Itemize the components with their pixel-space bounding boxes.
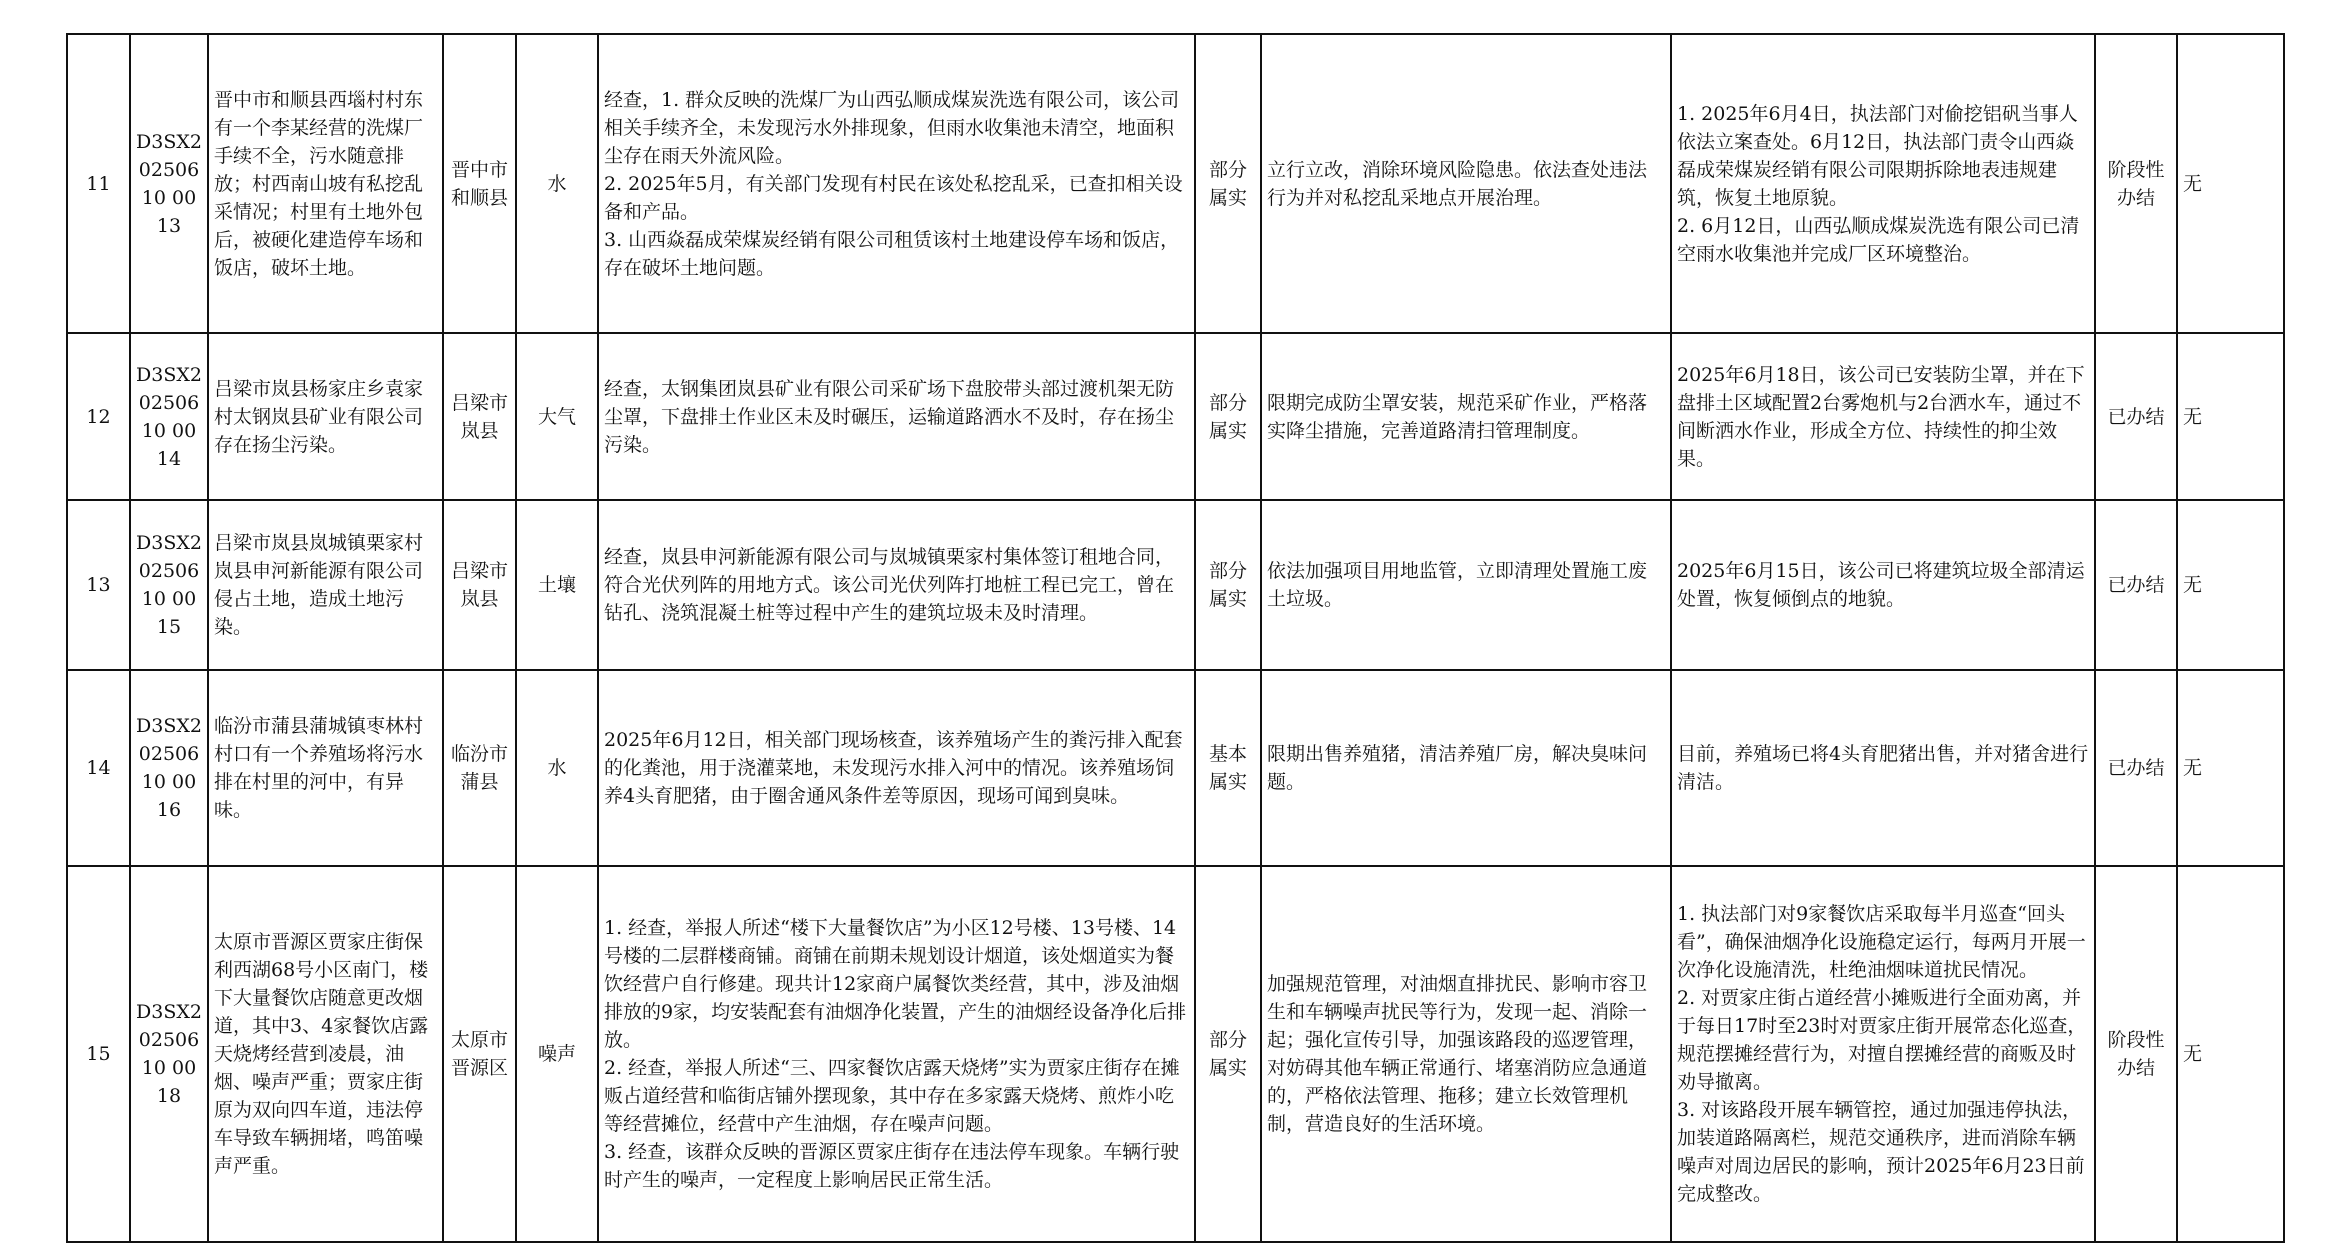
progress-paragraph: 1. 2025年6月4日，执法部门对偷挖铝矾当事人依法立案查处。6月12日，执法部门责令山西焱磊成荣煤炭经销有限公司限期拆除地表违规建筑，恢复土地原貌。 bbox=[1677, 102, 2078, 209]
complaint-text: 吕梁市岚县杨家庄乡袁家村太钢岚县矿业有限公司存在扬尘污染。 bbox=[208, 333, 443, 500]
progress-paragraph: 2. 6月12日，山西弘顺成煤炭洗选有限公司已清空雨水收集池并完成厂区环境整治。 bbox=[1677, 214, 2080, 265]
progress-paragraph: 2025年6月15日，该公司已将建筑垃圾全部清运处置，恢复倾倒点的地貌。 bbox=[1677, 560, 2085, 610]
row-number: 12 bbox=[67, 333, 130, 500]
verdict: 部分属实 bbox=[1195, 34, 1261, 333]
case-code: D3SX20250610 0018 bbox=[130, 866, 208, 1242]
verdict: 基本属实 bbox=[1195, 670, 1261, 866]
case-code: D3SX20250610 0013 bbox=[130, 34, 208, 333]
status: 已办结 bbox=[2095, 333, 2177, 500]
requirement-text: 依法加强项目用地监管，立即清理处置施工废土垃圾。 bbox=[1261, 500, 1671, 670]
progress-text bbox=[1671, 500, 2095, 670]
table-body bbox=[67, 34, 2284, 1242]
progress-paragraph: 2. 对贾家庄街占道经营小摊贩进行全面劝离，并于每日17时至23时对贾家庄街开展常态化巡查，规范摆摊经营行为，对擅自摆摊经营的商贩及时劝导撤离。 bbox=[1677, 987, 2087, 1093]
accountability: 无 bbox=[2177, 670, 2284, 866]
finding-paragraph: 2. 2025年5月，有关部门发现有村民在该处私挖乱采，已查扣相关设备和产品。 bbox=[604, 172, 1183, 223]
progress-text bbox=[1671, 333, 2095, 500]
finding-paragraph: 2. 经查，举报人所述“三、四家餐饮店露天烧烤”实为贾家庄街存在摊贩占道经营和临街店铺外摆现象，其中存在多家露天烧烤、煎炸小吃等经营摊位，经营中产生油烟，存在噪声问题。 bbox=[604, 1057, 1180, 1135]
table-row bbox=[67, 866, 2284, 1242]
verdict: 部分属实 bbox=[1195, 333, 1261, 500]
status: 已办结 bbox=[2095, 670, 2177, 866]
requirement-text: 加强规范管理，对油烟直排扰民、影响市容卫生和车辆噪声扰民等行为，发现一起、消除一起；强化宣传引导，加强该路段的巡逻管理，对妨碍其他车辆正常通行、堵塞消防应急通道的，严格依法管理、拖移；建立长效管理机制，营造良好的生活环境。 bbox=[1261, 866, 1671, 1242]
accountability: 无 bbox=[2177, 333, 2284, 500]
status: 已办结 bbox=[2095, 500, 2177, 670]
progress-paragraph: 目前，养殖场已将4头育肥猪出售，并对猪舍进行清洁。 bbox=[1677, 743, 2089, 793]
region: 临汾市蒲县 bbox=[443, 670, 516, 866]
complaint-text: 临汾市蒲县蒲城镇枣林村村口有一个养殖场将污水排在村里的河中，有异味。 bbox=[208, 670, 443, 866]
table-row bbox=[67, 670, 2284, 866]
complaint-table bbox=[66, 33, 2285, 1243]
finding-text bbox=[598, 670, 1195, 866]
complaint-text: 吕梁市岚县岚城镇栗家村岚县申河新能源有限公司侵占土地，造成土地污染。 bbox=[208, 500, 443, 670]
progress-paragraph: 3. 对该路段开展车辆管控，通过加强违停执法，加装道路隔离栏，规范交通秩序，进而消除车辆噪声对周边居民的影响，预计2025年6月23日前完成整改。 bbox=[1677, 1099, 2085, 1205]
finding-paragraph: 3. 山西焱磊成荣煤炭经销有限公司租赁该村土地建设停车场和饭店，存在破坏土地问题。 bbox=[604, 228, 1180, 279]
finding-paragraph: 3. 经查，该群众反映的晋源区贾家庄街存在违法停车现象。车辆行驶时产生的噪声，一定程度上影响居民正常生活。 bbox=[604, 1141, 1180, 1191]
requirement-text: 限期完成防尘罩安装，规范采矿作业，严格落实降尘措施，完善道路清扫管理制度。 bbox=[1261, 333, 1671, 500]
pollution-type: 水 bbox=[516, 34, 598, 333]
complaint-text: 晋中市和顺县西堖村村东有一个李某经营的洗煤厂手续不全，污水随意排放；村西南山坡有私挖乱采情况；村里有土地外包后，被硬化建造停车场和饭店，破坏土地。 bbox=[208, 34, 443, 333]
finding-paragraph: 1. 经查，举报人所述“楼下大量餐饮店”为小区12号楼、13号楼、14号楼的二层群楼商铺。商铺在前期未规划设计烟道，该处烟道实为餐饮经营户自行修建。现共计12家商户属餐饮类经营，其中，涉及油烟排放的9家，均安装配套有油烟净化装置，产生的油烟经设备净化后排放。 bbox=[604, 917, 1187, 1051]
pollution-type: 土壤 bbox=[516, 500, 598, 670]
progress-text bbox=[1671, 34, 2095, 333]
finding-text bbox=[598, 34, 1195, 333]
complaint-text: 太原市晋源区贾家庄街保利西湖68号小区南门，楼下大量餐饮店随意更改烟道，其中3、4家餐饮店露天烧烤经营到凌晨，油烟、噪声严重；贾家庄街原为双向四车道，违法停车导致车辆拥堵，鸣笛噪声严重。 bbox=[208, 866, 443, 1242]
requirement-text: 限期出售养殖猪，清洁养殖厂房，解决臭味问题。 bbox=[1261, 670, 1671, 866]
row-number: 15 bbox=[67, 866, 130, 1242]
finding-text bbox=[598, 866, 1195, 1242]
region: 吕梁市岚县 bbox=[443, 333, 516, 500]
case-code: D3SX20250610 0015 bbox=[130, 500, 208, 670]
status: 阶段性办结 bbox=[2095, 866, 2177, 1242]
case-code: D3SX20250610 0016 bbox=[130, 670, 208, 866]
row-number: 11 bbox=[67, 34, 130, 333]
region: 太原市晋源区 bbox=[443, 866, 516, 1242]
finding-paragraph: 2025年6月12日，相关部门现场核查，该养殖场产生的粪污排入配套的化粪池，用于浇灌菜地，未发现污水排入河中的情况。该养殖场饲养4头育肥猪，由于圈舍通风条件差等原因，现场可闻到臭味。 bbox=[604, 729, 1183, 807]
table-row bbox=[67, 34, 2284, 333]
verdict: 部分属实 bbox=[1195, 866, 1261, 1242]
table-row bbox=[67, 500, 2284, 670]
finding-paragraph: 经查，1. 群众反映的洗煤厂为山西弘顺成煤炭洗选有限公司，该公司相关手续齐全，未发现污水外排现象，但雨水收集池未清空，地面积尘存在雨天外流风险。 bbox=[604, 88, 1180, 167]
pollution-type: 大气 bbox=[516, 333, 598, 500]
progress-paragraph: 1. 执法部门对9家餐饮店采取每半月巡查“回头看”，确保油烟净化设施稳定运行，每两月开展一次净化设施清洗，杜绝油烟味道扰民情况。 bbox=[1677, 903, 2086, 981]
accountability: 无 bbox=[2177, 500, 2284, 670]
region: 晋中市和顺县 bbox=[443, 34, 516, 333]
finding-text bbox=[598, 333, 1195, 500]
row-number: 13 bbox=[67, 500, 130, 670]
accountability: 无 bbox=[2177, 866, 2284, 1242]
status: 阶段性办结 bbox=[2095, 34, 2177, 333]
requirement-text: 立行立改，消除环境风险隐患。依法查处违法行为并对私挖乱采地点开展治理。 bbox=[1261, 34, 1671, 333]
verdict: 部分属实 bbox=[1195, 500, 1261, 670]
progress-paragraph: 2025年6月18日，该公司已安装防尘罩，并在下盘排土区域配置2台雾炮机与2台洒水车，通过不间断洒水作业，形成全方位、持续性的抑尘效果。 bbox=[1677, 363, 2085, 470]
progress-text bbox=[1671, 866, 2095, 1242]
finding-paragraph: 经查，岚县申河新能源有限公司与岚城镇栗家村集体签订租地合同，符合光伏列阵的用地方式。该公司光伏列阵打地桩工程已完工，曾在钻孔、浇筑混凝土桩等过程中产生的建筑垃圾未及时清理。 bbox=[604, 546, 1175, 624]
finding-paragraph: 经查，太钢集团岚县矿业有限公司采矿场下盘胶带头部过渡机架无防尘罩，下盘排土作业区未及时碾压，运输道路洒水不及时，存在扬尘污染。 bbox=[604, 377, 1175, 456]
table-row bbox=[67, 333, 2284, 500]
row-number: 14 bbox=[67, 670, 130, 866]
region: 吕梁市岚县 bbox=[443, 500, 516, 670]
pollution-type: 水 bbox=[516, 670, 598, 866]
accountability: 无 bbox=[2177, 34, 2284, 333]
case-code: D3SX20250610 0014 bbox=[130, 333, 208, 500]
finding-text bbox=[598, 500, 1195, 670]
progress-text bbox=[1671, 670, 2095, 866]
pollution-type: 噪声 bbox=[516, 866, 598, 1242]
